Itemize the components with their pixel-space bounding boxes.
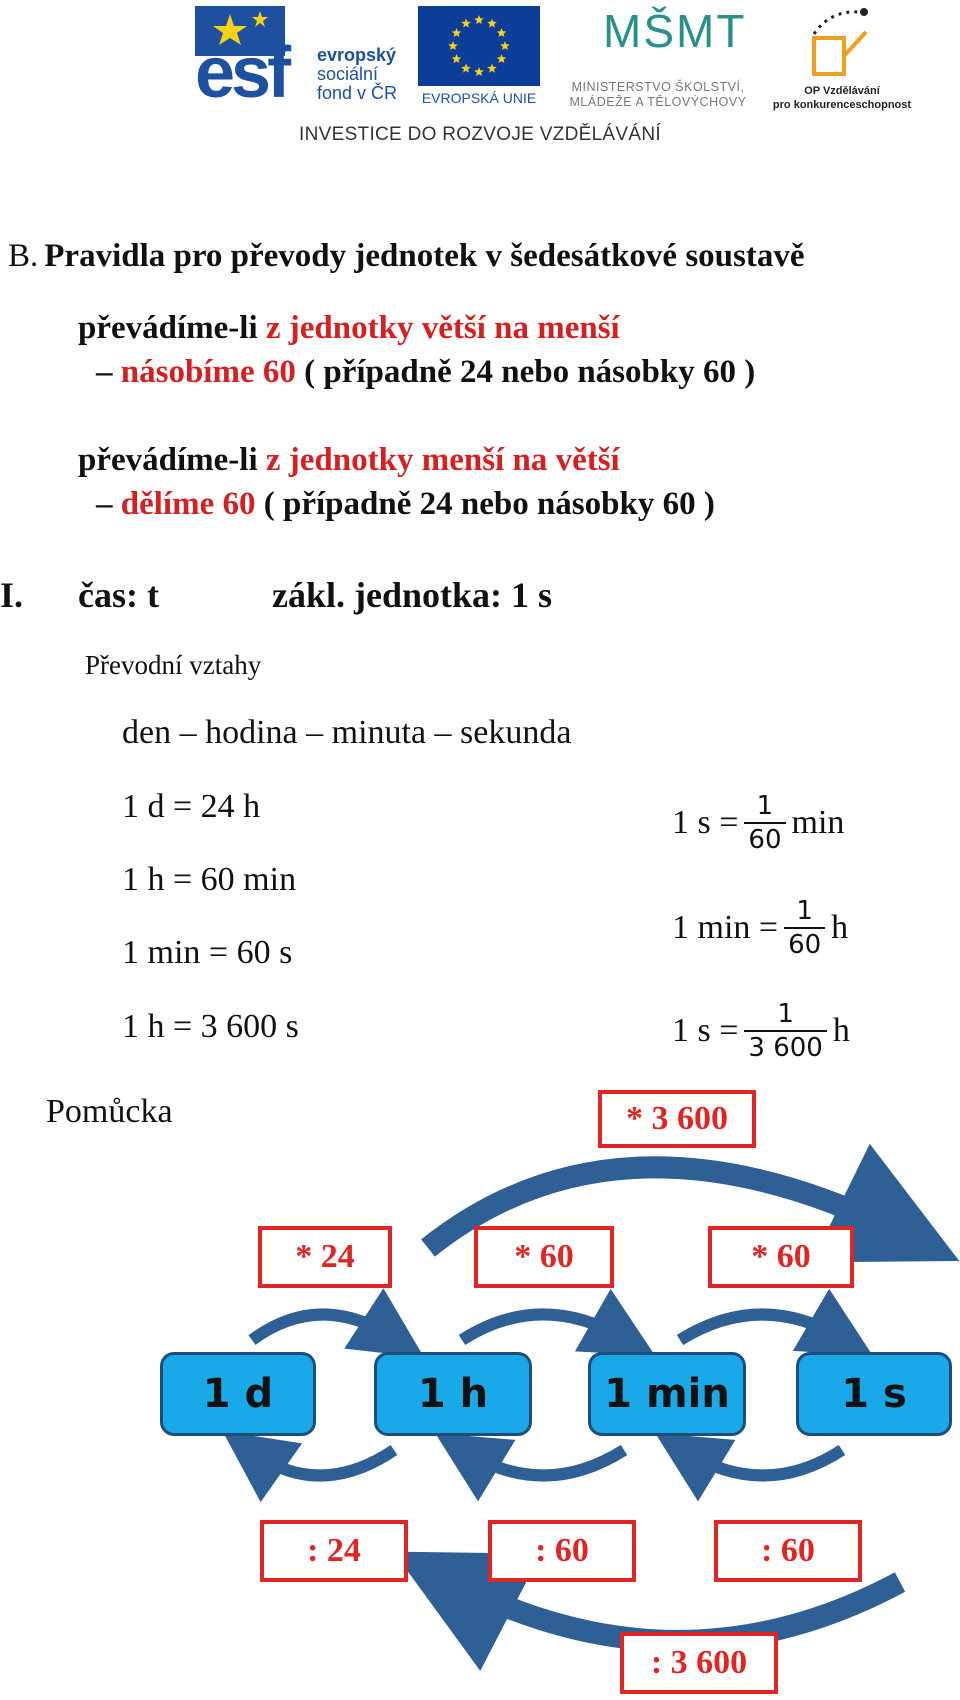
- divide-op-box: : 24: [260, 1520, 408, 1582]
- unit-box-minute: 1 min: [588, 1352, 746, 1436]
- op-line2: pro konkurenceschopnost: [772, 99, 912, 111]
- rule1-highlight: z jednotky větší na menší: [265, 310, 620, 346]
- divide-op-box: : 60: [488, 1520, 636, 1582]
- rule2-highlight: z jednotky menší na větší: [265, 442, 620, 478]
- op-line1: OP Vzdělávání: [804, 85, 880, 97]
- base-unit-label: zákl. jednotka: 1 s: [272, 575, 553, 615]
- multiply-arrow: [252, 1314, 394, 1340]
- eu-logo-caption: EVROPSKÁ UNIE: [421, 90, 537, 106]
- fraction-denominator: 60: [744, 822, 785, 856]
- divide-arrow: [252, 1450, 394, 1476]
- rule2-action: dělíme 60: [120, 486, 256, 522]
- section-letter: B.: [8, 238, 39, 274]
- relation-row: 1 d = 24 h: [122, 788, 261, 825]
- unit-box-hour: 1 h: [374, 1352, 532, 1436]
- fraction-numerator: 1: [756, 791, 774, 821]
- unit-box-day: 1 d: [160, 1352, 316, 1436]
- tagline: INVESTICE DO ROZVOJE VZDĚLÁVÁNÍ: [299, 124, 661, 145]
- rule1-note: ( případně 24 nebo násobky 60 ): [295, 354, 756, 390]
- fraction-denominator: 60: [784, 927, 825, 961]
- unit-box-second: 1 s: [796, 1352, 952, 1436]
- helper-label: Pomůcka: [46, 1093, 173, 1130]
- divide-arrow: [686, 1450, 842, 1476]
- relation-row: 1 h = 3 600 s: [122, 1008, 299, 1045]
- esf-line3: fond v ČR: [317, 83, 398, 103]
- multiply-op-box: * 24: [258, 1226, 392, 1288]
- multiply-arrow: [462, 1314, 624, 1340]
- rule2-dash: –: [96, 486, 121, 522]
- multiply-op-box: * 60: [474, 1226, 614, 1288]
- section-i-number: I.: [0, 575, 24, 615]
- subheading: Převodní vztahy: [85, 650, 262, 680]
- rule1-prefix: převádíme-li: [78, 310, 266, 346]
- divide-op-box: : 60: [714, 1520, 862, 1582]
- rule2-note: ( případně 24 nebo násobky 60 ): [255, 486, 715, 522]
- fraction-unit: h: [832, 1012, 850, 1049]
- multiply-arrow: [680, 1314, 842, 1340]
- fraction-lhs: 1 min =: [672, 909, 779, 946]
- rule1-dash: –: [96, 354, 121, 390]
- divide-total-box: : 3 600: [620, 1632, 778, 1694]
- esf-line1: evropský: [317, 45, 397, 65]
- esf-logo-word: esf: [195, 33, 288, 113]
- section-title: Pravidla pro převody jednotek v šedesátkové soustavě: [44, 238, 805, 274]
- unit-chain: den – hodina – minuta – sekunda: [122, 714, 572, 751]
- divide-arrow: [466, 1450, 624, 1476]
- esf-line2: sociální: [317, 64, 379, 84]
- multiply-total-box: * 3 600: [598, 1090, 756, 1148]
- msmt-line2: MLÁDEŽE A TĚLOVÝCHOVY: [569, 95, 747, 109]
- fraction-lhs: 1 s =: [672, 1012, 739, 1049]
- msmt-logo-mark: MŠMT: [603, 5, 747, 57]
- rule1-action: násobíme 60: [120, 354, 296, 390]
- fraction-numerator: 1: [777, 999, 794, 1029]
- fraction-numerator: 1: [796, 896, 813, 926]
- relation-row: 1 min = 60 s: [122, 934, 293, 971]
- quantity-label: čas: t: [78, 575, 159, 615]
- fraction-unit: h: [831, 909, 849, 946]
- relation-row: 1 h = 60 min: [122, 861, 297, 898]
- fraction-denominator: 3 600: [744, 1030, 826, 1064]
- msmt-line1: MINISTERSTVO ŠKOLSTVÍ,: [571, 80, 745, 94]
- multiply-op-box: * 60: [708, 1226, 854, 1288]
- fraction-unit: min: [791, 804, 845, 841]
- rule2-prefix: převádíme-li: [78, 442, 266, 478]
- fraction-lhs: 1 s =: [672, 804, 739, 841]
